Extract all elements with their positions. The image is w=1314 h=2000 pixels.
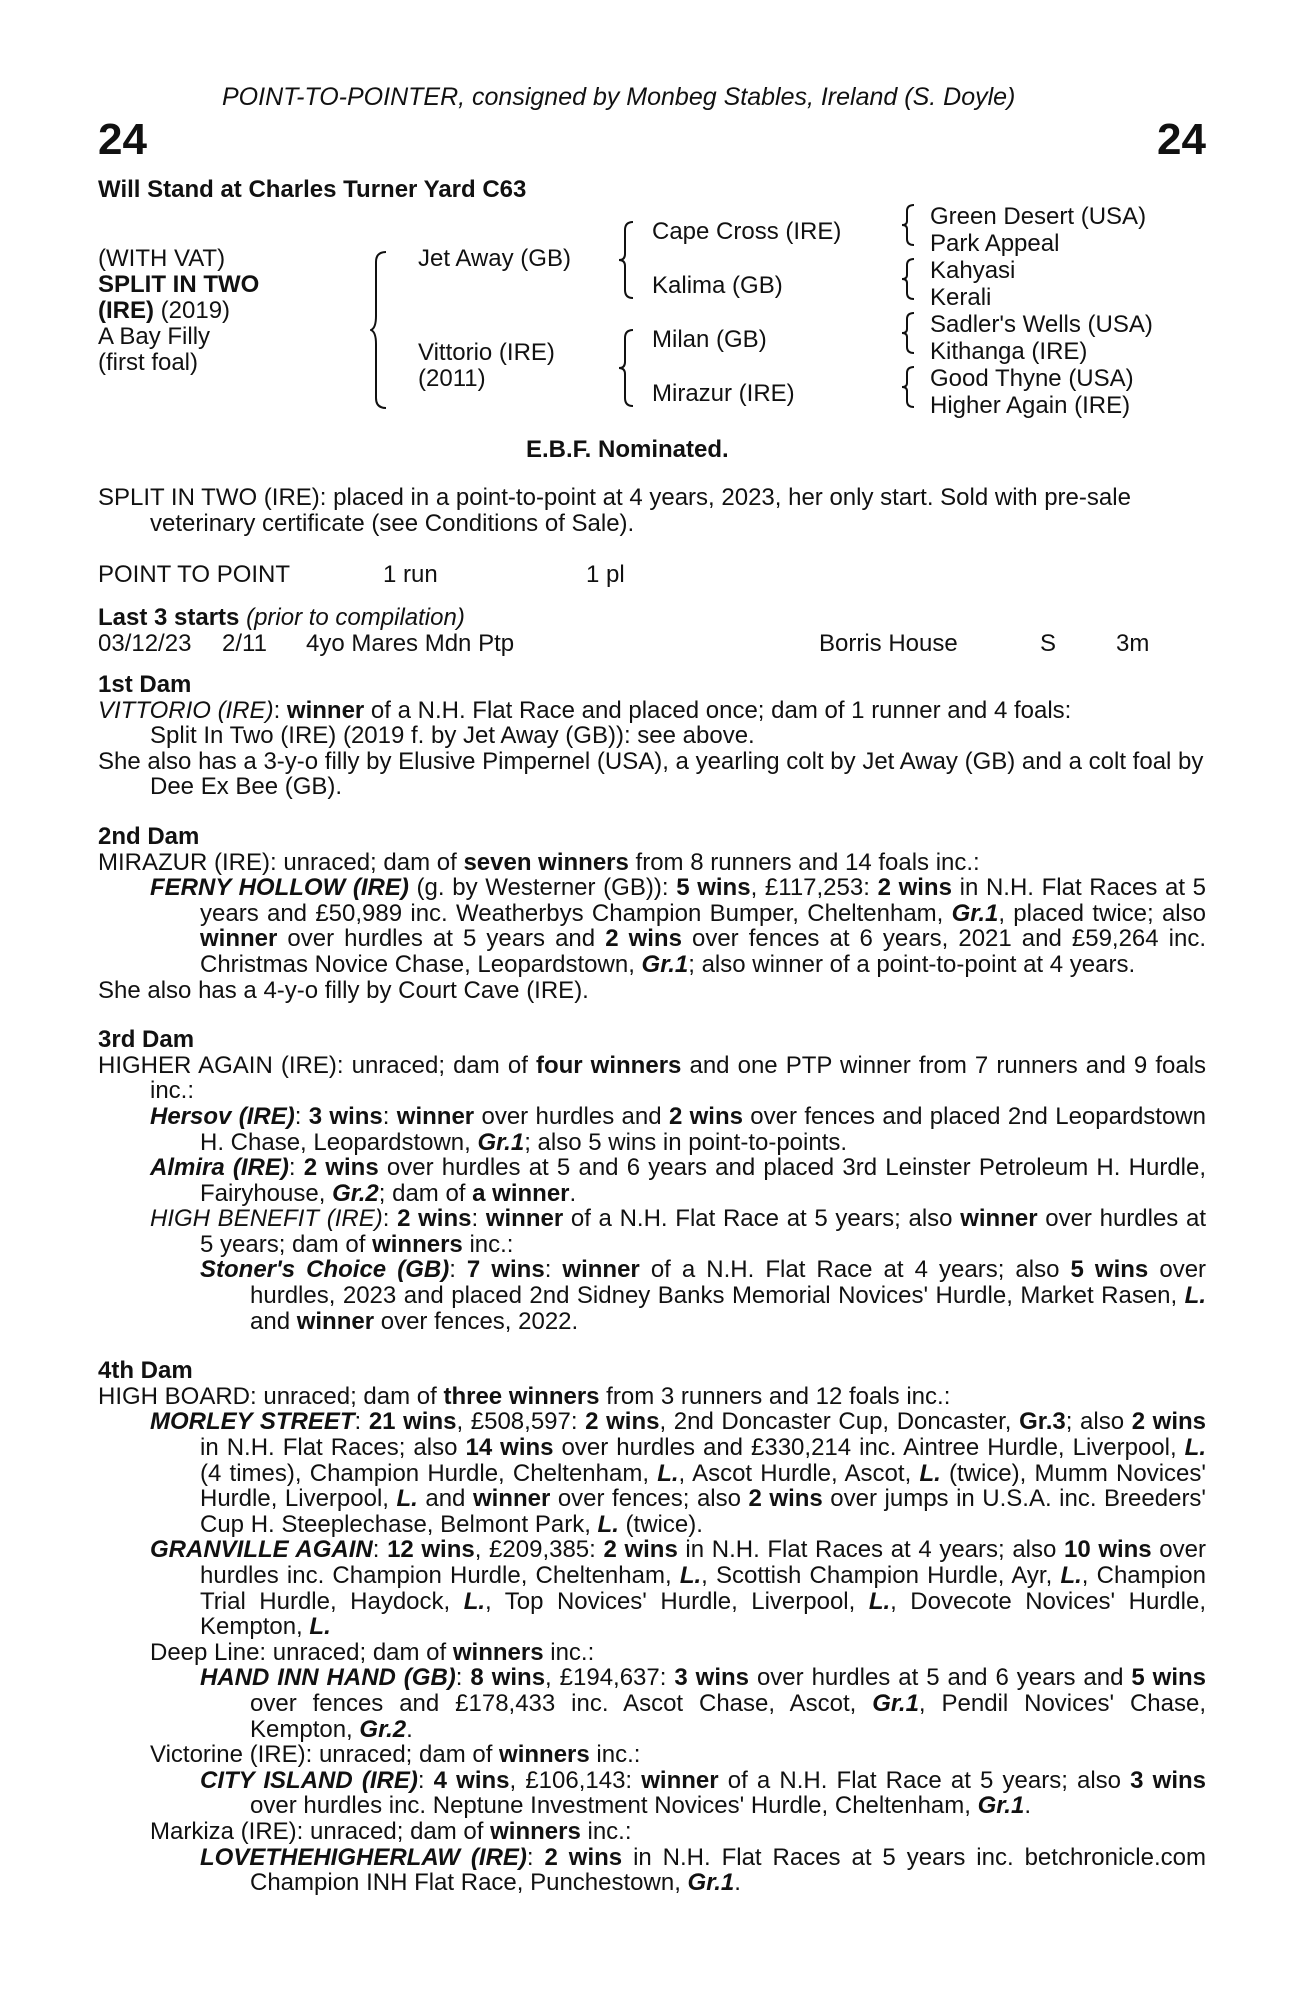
pedigree-brace-g3-3 <box>900 311 918 355</box>
t: , Dovecote Novices' Hurdle, Kempton, <box>200 1587 1207 1641</box>
pedigree-sire: Jet Away (GB) <box>418 245 571 272</box>
dam3-heading: 3rd Dam <box>98 1026 195 1054</box>
t: a winner <box>472 1179 570 1207</box>
dam3-summary <box>98 1053 1206 1104</box>
lot-number-left: 24 <box>98 115 147 164</box>
t: 2 wins <box>603 1536 678 1564</box>
t: winner <box>485 1205 564 1233</box>
start-going: S <box>1040 630 1057 657</box>
t: HIGHER AGAIN (IRE): unraced; dam of <box>98 1051 536 1079</box>
t: , £209,385: <box>474 1536 604 1564</box>
start-race: 4yo Mares Mdn Ptp <box>306 630 515 657</box>
t: over hurdles at 5 years and <box>277 925 606 953</box>
t: 3 wins <box>674 1664 750 1692</box>
t: 2 wins <box>877 874 952 902</box>
t: 12 wins <box>387 1536 475 1564</box>
pedigree-gen3-2: Park Appeal <box>930 230 1060 257</box>
last-starts-heading <box>98 605 465 631</box>
pedigree-dam-name: Vittorio (IRE) <box>418 339 555 366</box>
t: CITY ISLAND (IRE) <box>200 1766 418 1794</box>
t: (twice), Mumm Novices' Hurdle, Liverpool, <box>200 1459 1206 1513</box>
t: of a N.H. Flat Race at 5 years; also <box>718 1766 1131 1794</box>
pedigree-gen3-5: Sadler's Wells (USA) <box>930 311 1153 338</box>
t: L. <box>1184 1282 1206 1310</box>
pedigree-gen3-7: Good Thyne (USA) <box>930 365 1134 392</box>
t: . <box>734 1869 741 1897</box>
t: 2 wins <box>397 1205 472 1233</box>
start-course: Borris House <box>819 630 958 657</box>
pedigree-brace-sire <box>617 220 637 300</box>
t: of a N.H. Flat Race at 4 years; also <box>639 1256 1071 1284</box>
t: 2 wins <box>1131 1408 1207 1436</box>
foal-note: (first foal) <box>98 349 199 376</box>
t: , £194,637: <box>545 1664 675 1692</box>
pedigree-brace-dam <box>617 328 637 408</box>
high-benefit-entry <box>98 1206 1206 1257</box>
t: L. <box>657 1459 679 1487</box>
t: L. <box>679 1562 702 1589</box>
last-starts-subtitle: (prior to compilation) <box>239 604 465 631</box>
t: Deep Line: unraced; dam of <box>150 1638 453 1666</box>
t: L. <box>1184 1434 1206 1462</box>
t: winner <box>296 1307 375 1335</box>
t: Almira (IRE) <box>150 1154 289 1182</box>
t: winner <box>960 1205 1038 1233</box>
deep-line-entry <box>98 1640 1206 1666</box>
t: MORLEY STREET <box>150 1408 355 1436</box>
t: in N.H. Flat Races at 5 years and £50,989 inc. Weatherbys Champion Bumper, Cheltenham, <box>200 874 1207 927</box>
t: 4 wins <box>433 1766 510 1794</box>
t: over hurdles at 5 and 6 years and placed 3rd Leinster Petroleum H. Hurdle, Fairyhouse, <box>200 1154 1207 1207</box>
t: winner <box>396 1102 475 1130</box>
t: HAND INN HAND (GB) <box>200 1664 456 1692</box>
t: HIGH BENEFIT (IRE) <box>150 1205 383 1233</box>
lovethehigherlaw-entry <box>98 1845 1206 1896</box>
t: , £106,143: <box>509 1766 642 1794</box>
start-position: 2/11 <box>222 630 267 657</box>
t: over fences at 6 years, 2021 and £59,264 inc. Christmas Novice Chase, Leopardstown, <box>200 925 1207 978</box>
t: 10 wins <box>1063 1536 1152 1564</box>
t: from 8 runners and 14 foals inc.: <box>628 848 980 876</box>
t: inc.: <box>589 1741 641 1769</box>
t: 21 wins <box>368 1408 457 1436</box>
t: over fences; also <box>550 1485 749 1513</box>
t: FERNY HOLLOW (IRE) <box>150 874 409 902</box>
t: L. <box>919 1459 941 1487</box>
t: L. <box>868 1587 891 1615</box>
t: 2 wins <box>668 1102 743 1130</box>
pedigree-gen3-8: Higher Again (IRE) <box>930 392 1131 419</box>
pedigree-gen3-4: Kerali <box>930 284 992 311</box>
lot-number-right: 24 <box>1157 115 1206 164</box>
t: : <box>288 1154 304 1182</box>
pedigree-brace-g3-2 <box>900 257 918 301</box>
horse-block <box>98 246 259 376</box>
t: Hersov (IRE) <box>150 1102 295 1130</box>
t: over fences, 2022. <box>374 1307 579 1335</box>
pedigree-brace-g3-1 <box>900 203 918 247</box>
t: Gr.2 <box>332 1179 379 1207</box>
t: 7 wins <box>466 1256 545 1284</box>
t: in N.H. Flat Races at 5 years inc. betchronicle.com Champion INH Flat Race, Punchestown, <box>250 1843 1206 1897</box>
t: , Champion Trial Hurdle, Haydock, <box>200 1562 1207 1615</box>
t: L. <box>396 1485 418 1513</box>
t: : <box>382 1205 398 1233</box>
dam2-summary <box>98 850 1206 876</box>
t: , Scottish Champion Hurdle, Ayr, <box>701 1562 1061 1589</box>
t: Gr.1 <box>951 899 999 927</box>
t: , £508,597: <box>456 1408 586 1436</box>
t: Gr.2 <box>359 1715 407 1743</box>
t: in N.H. Flat Races; also <box>200 1434 466 1462</box>
t: GRANVILLE AGAIN <box>150 1536 373 1564</box>
t: 3 wins <box>308 1102 383 1130</box>
t: ; also winner of a point-to-point at 4 years. <box>688 950 1136 978</box>
t: winner <box>286 696 365 724</box>
t: 2 wins <box>748 1485 823 1513</box>
start-distance: 3m <box>1116 630 1150 657</box>
t: , 2nd Doncaster Cup, Doncaster, <box>659 1408 1020 1436</box>
horse-sex: A Bay Filly <box>98 323 211 350</box>
t: 2 wins <box>544 1843 623 1871</box>
t: winners <box>499 1741 590 1769</box>
t: three winners <box>443 1382 600 1410</box>
t: : <box>354 1408 369 1436</box>
pedigree-brace-main <box>370 250 390 410</box>
horse-name-suffix <box>98 298 259 324</box>
t: Victorine (IRE): unraced; dam of <box>150 1741 500 1769</box>
t: Gr.1 <box>477 1128 525 1156</box>
t: 5 wins <box>1070 1256 1149 1284</box>
pedigree-gen3-6: Kithanga (IRE) <box>930 338 1088 365</box>
pedigree-sire-sire: Cape Cross (IRE) <box>652 218 842 245</box>
t: : <box>526 1843 545 1871</box>
t: Gr.1 <box>872 1689 919 1717</box>
pedigree-gen3-3: Kahyasi <box>930 257 1016 284</box>
t: inc.: <box>462 1230 514 1258</box>
t: over hurdles inc. Neptune Investment Novices' Hurdle, Cheltenham, <box>250 1792 978 1820</box>
dam1-also: She also has a 3-y-o filly by Elusive Pimpernel (USA), a yearling colt by Jet Away (GB) and a colt foal by Dee Ex Bee (GB). <box>98 747 1204 801</box>
dam1-name: VITTORIO (IRE) <box>98 696 274 724</box>
t: : <box>449 1256 467 1284</box>
t: 2 wins <box>605 925 682 953</box>
start-date: 03/12/23 <box>98 630 192 657</box>
city-island-entry <box>98 1768 1206 1819</box>
t: ; also 5 wins in point-to-points. <box>524 1128 848 1156</box>
hand-inn-hand-entry <box>98 1665 1206 1742</box>
t: : <box>382 1102 397 1130</box>
ebf-nominated: E.B.F. Nominated. <box>526 436 729 463</box>
t: Gr.1 <box>687 1869 735 1897</box>
pedigree-brace-g3-4 <box>900 365 918 409</box>
t: : <box>544 1256 563 1284</box>
victorine-entry <box>98 1742 1206 1768</box>
t: inc.: <box>543 1638 595 1666</box>
t: , Top Novices' Hurdle, Liverpool, <box>485 1587 869 1615</box>
t: over fences and £178,433 inc. Ascot Chase, Ascot, <box>250 1689 873 1717</box>
pedigree-gen3-1: Green Desert (USA) <box>930 203 1147 230</box>
t: of a N.H. Flat Race at 5 years; also <box>563 1205 961 1233</box>
t: Gr.1 <box>641 950 689 978</box>
t: 2 wins <box>585 1408 660 1436</box>
ptp-label: POINT TO POINT <box>98 561 291 588</box>
t: in N.H. Flat Races at 4 years; also <box>677 1536 1064 1564</box>
stoners-choice-entry <box>98 1257 1206 1334</box>
hersov-entry <box>98 1104 1206 1155</box>
t: : <box>294 1102 309 1130</box>
vat-note: (WITH VAT) <box>98 245 226 272</box>
t: over hurdles at 5 and 6 years and <box>749 1664 1132 1692</box>
t: inc.: <box>580 1817 632 1845</box>
summary-text: SPLIT IN TWO (IRE): placed in a point-to-point at 4 years, 2023, her only start. Sold with pre-sale veterinary certificate (see Conditions of Sale). <box>98 484 1131 537</box>
t: (g. by Westerner (GB)): <box>408 874 677 902</box>
t: , placed twice; also <box>998 899 1206 927</box>
t: 8 wins <box>470 1664 546 1692</box>
t: over hurdles at 5 years; dam of <box>200 1205 1207 1258</box>
t: and <box>250 1307 297 1335</box>
pedigree-dam-sire: Milan (GB) <box>652 326 767 353</box>
t: L. <box>597 1510 619 1538</box>
almira-entry <box>98 1155 1206 1206</box>
dam1-summary <box>98 698 1206 724</box>
t: 5 wins <box>676 874 751 902</box>
t: over hurdles and £330,214 inc. Aintree Hurdle, Liverpool, <box>553 1434 1185 1462</box>
race-summary <box>98 485 1206 536</box>
horse-year: (2019) <box>154 297 231 324</box>
t: : <box>471 1205 486 1233</box>
t: Gr.1 <box>977 1792 1025 1820</box>
t: Gr.3 <box>1019 1408 1066 1436</box>
dam4-summary <box>98 1384 1206 1410</box>
ptp-runs: 1 run <box>383 561 438 588</box>
t: winners <box>372 1230 463 1258</box>
markiza-entry <box>98 1819 1206 1845</box>
t: , Pendil Novices' Chase, Kempton, <box>250 1689 1206 1743</box>
t: MIRAZUR (IRE): unraced; dam of <box>98 848 464 876</box>
t: of a N.H. Flat Race and placed once; dam of 1 runner and 4 foals: <box>364 696 1072 724</box>
t: : <box>273 696 287 724</box>
t: , £117,253: <box>750 874 878 902</box>
t: ; also <box>1065 1408 1132 1436</box>
t: four winners <box>535 1051 682 1079</box>
granville-again-entry <box>98 1537 1206 1639</box>
t: over fences and placed 2nd Leopardstown H. Chase, Leopardstown, <box>200 1102 1206 1156</box>
t: . <box>406 1715 413 1743</box>
t: . <box>1024 1792 1031 1820</box>
pedigree-dam-year: (2011) <box>418 365 486 392</box>
stand-location: Will Stand at Charles Turner Yard C63 <box>98 176 527 203</box>
pedigree-dam-dam: Mirazur (IRE) <box>652 380 795 407</box>
t: : <box>455 1664 471 1692</box>
t: , Ascot Hurdle, Ascot, <box>678 1459 920 1487</box>
t: Stoner's Choice (GB) <box>200 1256 450 1284</box>
t: over jumps in U.S.A. inc. Breeders' Cup H. Steeplechase, Belmont Park, <box>200 1485 1207 1538</box>
t: 2 wins <box>303 1154 379 1182</box>
t: from 3 runners and 12 foals inc.: <box>599 1382 951 1410</box>
t: over hurdles, 2023 and placed 2nd Sidney Banks Memorial Novices' Hurdle, Market Rasen, <box>250 1256 1207 1310</box>
consignment-line: POINT-TO-POINTER, consigned by Monbeg Stables, Ireland (S. Doyle) <box>222 83 1016 111</box>
dam1-produce: Split In Two (IRE) (2019 f. by Jet Away (GB)): see above. <box>150 722 755 750</box>
horse-country: (IRE) <box>98 297 154 324</box>
ferny-hollow-entry <box>98 875 1206 977</box>
t: L. <box>1060 1562 1082 1589</box>
t: and <box>417 1485 473 1513</box>
dam2-also: She also has a 4-y-o filly by Court Cave (IRE). <box>98 976 589 1004</box>
t: : <box>417 1766 434 1794</box>
t: L. <box>463 1587 486 1615</box>
pedigree-sire-dam: Kalima (GB) <box>652 272 783 299</box>
t: winner <box>200 925 278 953</box>
t: winners <box>452 1638 544 1666</box>
t: (4 times), Champion Hurdle, Cheltenham, <box>200 1459 658 1487</box>
t: winner <box>562 1256 640 1284</box>
t: over hurdles and <box>474 1102 669 1130</box>
dam-sections <box>98 672 1206 1896</box>
dam1-heading: 1st Dam <box>98 671 192 698</box>
dam2-heading: 2nd Dam <box>98 822 200 850</box>
dam4-heading: 4th Dam <box>98 1357 193 1385</box>
t: 14 wins <box>465 1434 554 1462</box>
t: winner <box>472 1485 551 1513</box>
t: L. <box>309 1613 331 1641</box>
pedigree-dam <box>418 340 555 392</box>
t: ; dam of <box>378 1179 473 1207</box>
t: over hurdles inc. Champion Hurdle, Cheltenham, <box>200 1536 1206 1589</box>
t: : <box>372 1536 388 1564</box>
t: . <box>569 1179 577 1207</box>
t: (twice). <box>618 1510 703 1538</box>
t: winners <box>490 1817 581 1845</box>
t: seven winners <box>463 848 629 876</box>
morley-street-entry <box>98 1409 1206 1537</box>
last-starts-title: Last 3 starts <box>98 604 240 631</box>
t: LOVETHEHIGHERLAW (IRE) <box>200 1843 527 1871</box>
t: 3 wins <box>1130 1766 1207 1794</box>
t: winner <box>641 1766 719 1794</box>
ptp-placed: 1 pl <box>586 561 625 588</box>
horse-name: SPLIT IN TWO <box>98 271 260 298</box>
t: HIGH BOARD: unraced; dam of <box>98 1382 444 1410</box>
t: Markiza (IRE): unraced; dam of <box>150 1817 491 1845</box>
t: 5 wins <box>1131 1664 1207 1692</box>
t: and one PTP winner from 7 runners and 9 foals inc.: <box>150 1051 1207 1105</box>
